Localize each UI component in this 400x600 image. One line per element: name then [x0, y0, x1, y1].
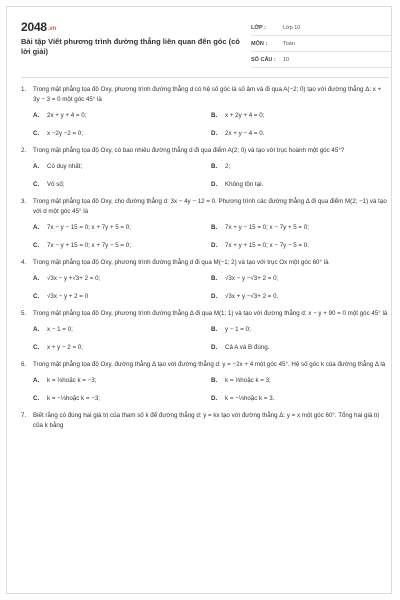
question-text: Trong mặt phẳng tọa độ Oxy, phương trình đường thẳng d có hệ số góc là số âm và đi qua A(−2; 0) tạo với đường thẳng Δ: x + 3y − 3 = 0 một góc 45° là: [33, 86, 382, 103]
option-b[interactable]: [211, 376, 389, 385]
logo-suffix: .vn: [47, 26, 56, 32]
answer-options: [33, 223, 389, 250]
option-letter: C.: [33, 344, 40, 351]
option-letter: A.: [33, 163, 40, 170]
question-number: 6.: [21, 361, 27, 368]
option-a[interactable]: [33, 223, 211, 232]
option-d[interactable]: [211, 129, 389, 138]
question-text: Trong mặt phẳng tọa độ Oxy, phương trình đường thẳng Δ đi qua M(1; 1) và tạo với đường thẳng d: x − y + 90 = 0 một góc 45° là: [33, 310, 388, 317]
option-letter: C.: [33, 130, 40, 137]
question-number: 5.: [21, 310, 27, 317]
option-text: √3x − y + 2 = 0: [47, 293, 89, 300]
option-letter: B.: [211, 163, 218, 170]
option-text: x + y − 2 = 0;: [47, 344, 83, 351]
option-d[interactable]: [211, 394, 389, 403]
question-3: [21, 197, 389, 250]
answer-options: [33, 162, 389, 189]
option-a[interactable]: [33, 274, 211, 283]
meta-label: LỚP :: [251, 25, 266, 31]
document-page: [6, 6, 392, 594]
document-title: Bài tập Viết phương trình đường thẳng liên quan đến góc (có lời giải): [21, 37, 240, 56]
question-number: 4.: [21, 259, 27, 266]
option-letter: B.: [211, 275, 218, 282]
answer-options: [33, 376, 389, 403]
option-text: x −2y −2 = 0;: [47, 130, 83, 137]
option-a[interactable]: [33, 376, 211, 385]
option-letter: D.: [211, 344, 218, 351]
question-number: 3.: [21, 198, 27, 205]
answer-options: [33, 325, 389, 352]
option-c[interactable]: [33, 180, 211, 189]
option-text: y − 1 = 0;: [225, 326, 251, 333]
option-a[interactable]: [33, 111, 211, 120]
question-text: Trong mặt phẳng tọa độ Oxy, đường thẳng Δ tạo với đường thẳng d: y = −2x + 4 một góc 45°. Hệ số góc k của đường thẳng Δ là: [33, 361, 386, 368]
option-text: k = ⅓hoặc k = 3;: [225, 377, 271, 384]
option-c[interactable]: [33, 394, 211, 403]
option-letter: D.: [211, 242, 218, 249]
option-letter: D.: [211, 395, 218, 402]
option-text: x − 1 = 0;: [47, 326, 73, 333]
option-letter: B.: [211, 377, 218, 384]
option-text: Có duy nhất;: [47, 163, 83, 170]
option-c[interactable]: [33, 292, 211, 301]
option-b[interactable]: [211, 274, 389, 283]
option-letter: A.: [33, 224, 40, 231]
option-text: 2;: [225, 163, 231, 170]
option-letter: D.: [211, 130, 218, 137]
question-number: 7.: [21, 412, 27, 419]
option-text: 2x + y + 4 = 0;: [47, 112, 87, 119]
question-list: [21, 85, 389, 439]
question-6: [21, 360, 389, 403]
question-number: 2.: [21, 147, 27, 154]
option-b[interactable]: [211, 162, 389, 171]
meta-row-class: [251, 22, 392, 36]
option-letter: A.: [33, 275, 40, 282]
option-b[interactable]: [211, 223, 389, 232]
answer-options: [33, 111, 389, 138]
option-text: √3x + y −√3+ 2 = 0.: [225, 293, 279, 300]
option-letter: D.: [211, 293, 218, 300]
answer-options: [33, 274, 389, 301]
meta-label: MÔN :: [251, 41, 268, 47]
option-letter: A.: [33, 326, 40, 333]
meta-label: SỐ CÂU :: [251, 57, 276, 63]
option-letter: D.: [211, 181, 218, 188]
document-header: [21, 20, 392, 68]
option-text: Vô số;: [47, 181, 65, 188]
question-number: 1.: [21, 86, 27, 93]
option-d[interactable]: [211, 292, 389, 301]
question-1: [21, 85, 389, 138]
option-text: Cả A và B đúng.: [225, 344, 270, 351]
option-letter: A.: [33, 112, 40, 119]
option-letter: B.: [211, 326, 218, 333]
option-b[interactable]: [211, 111, 389, 120]
option-text: k = ⅓hoặc k = −3;: [47, 377, 97, 384]
option-text: √3x − y −√3+ 2 = 0;: [225, 275, 279, 282]
option-letter: A.: [33, 377, 40, 384]
option-letter: C.: [33, 395, 40, 402]
meta-value: Lớp 10: [283, 25, 301, 31]
meta-table: [251, 22, 392, 70]
option-letter: B.: [211, 224, 218, 231]
option-letter: C.: [33, 181, 40, 188]
option-d[interactable]: [211, 180, 389, 189]
header-divider: [21, 77, 389, 78]
option-text: k = −⅓hoặc k = 3.: [225, 395, 275, 402]
option-c[interactable]: [33, 129, 211, 138]
question-5: [21, 309, 389, 352]
option-b[interactable]: [211, 325, 389, 334]
meta-row-subject: [251, 38, 392, 52]
option-text: √3x − y +√3+ 2 = 0;: [47, 275, 101, 282]
option-text: 7x − y − 15 = 0; x + 7y + 5 = 0;: [47, 224, 131, 231]
question-7: [21, 411, 389, 431]
option-text: 7x + y + 15 = 0; x − 7y − 5 = 0.: [225, 242, 309, 249]
question-2: [21, 146, 389, 189]
meta-value: 10: [283, 57, 290, 63]
option-text: Không tồn tại.: [225, 181, 264, 188]
option-letter: B.: [211, 112, 218, 119]
option-text: x + 2y + 4 = 0;: [225, 112, 265, 119]
option-a[interactable]: [33, 162, 211, 171]
question-text: Trong mặt phẳng tọa độ Oxy, phương trình đường thẳng d đi qua M(−1; 2) và tạo với trục Ox một góc 60° là: [33, 259, 329, 266]
option-letter: C.: [33, 242, 40, 249]
question-text: Biết rằng có đúng hai giá trị của tham số k để đường thẳng d: y = kx tạo với đường thẳng Δ: y = x một góc 60°. Tổng hai giá trị của k bằng: [33, 412, 380, 429]
option-text: k = −⅓hoặc k = −3;: [47, 395, 100, 402]
option-text: 7x + y − 15 = 0; x − 7y + 5 = 0;: [225, 224, 309, 231]
option-text: 2x + y − 4 = 0.: [225, 130, 265, 137]
option-a[interactable]: [33, 325, 211, 334]
logo-text: 2048: [21, 20, 47, 34]
site-logo[interactable]: [21, 20, 56, 34]
question-text: Trong mặt phẳng tọa độ Oxy, cho đường thẳng d: 3x − 4y − 12 = 0. Phương trình các đường thẳng Δ đi qua điểm M(2; −1) và tạo với d một góc 45° là: [33, 198, 387, 215]
option-d[interactable]: [211, 343, 389, 352]
question-text: Trong mặt phẳng tọa độ Oxy, có bao nhiêu đường thẳng d đi qua điểm A(2; 0) và tạo với trục hoành một góc 45°?: [33, 147, 345, 154]
option-text: 7x − y + 15 = 0; x + 7y − 5 = 0;: [47, 242, 131, 249]
option-c[interactable]: [33, 241, 211, 250]
meta-row-count: [251, 54, 392, 68]
question-4: [21, 258, 389, 301]
meta-value: Toán: [283, 41, 295, 47]
option-d[interactable]: [211, 241, 389, 250]
option-letter: C.: [33, 293, 40, 300]
option-c[interactable]: [33, 343, 211, 352]
